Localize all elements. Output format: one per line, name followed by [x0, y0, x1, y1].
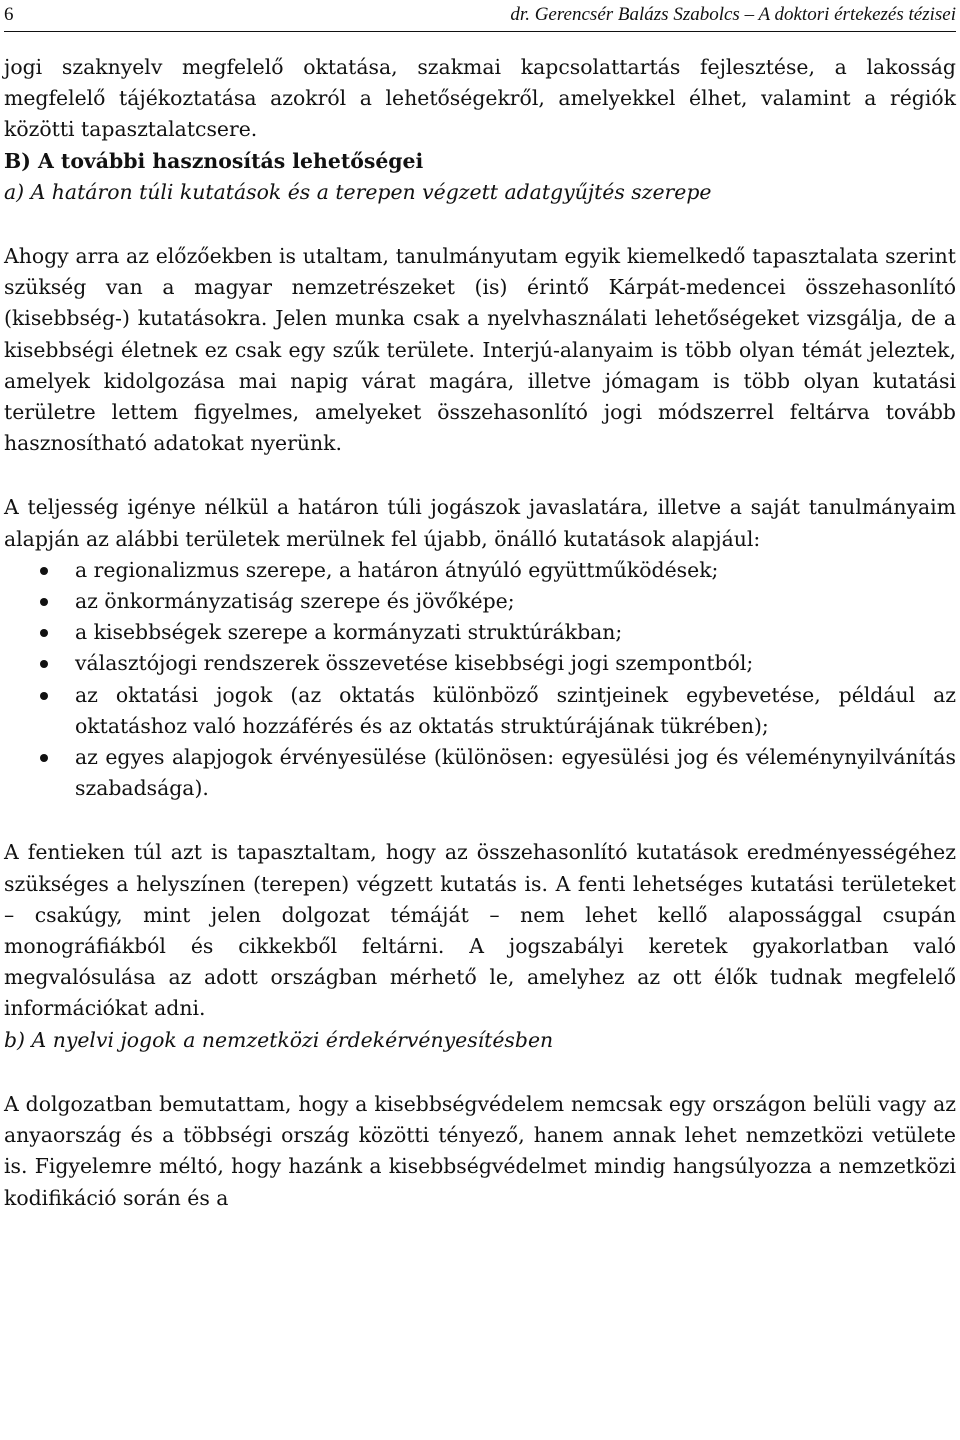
list-item-text: az egyes alapjogok érvényesülése (különösen: egyesülési jog és véleménynyilvánítás szabadsága). — [75, 745, 956, 801]
section-heading: B) A további hasznosítás lehetőségei — [4, 148, 424, 173]
list-item-text: a regionalizmus szerepe, a határon átnyúló együttműködések; — [75, 557, 719, 582]
list-item — [4, 617, 956, 648]
subsection-heading: b) A nyelvi jogok a nemzetközi érdekérvényesítésben — [4, 1027, 554, 1052]
bullet-icon — [40, 692, 48, 700]
list-item-text: választójogi rendszerek összevetése kisebbségi jogi szempontból; — [75, 651, 754, 676]
list-item-text: az oktatási jogok (az oktatás különböző szintjeinek egybevetése, például az oktatáshoz való hozzáférés és az oktatás struktúrájának tükrében); — [75, 682, 956, 738]
document-body — [4, 52, 956, 1214]
list-item — [4, 648, 956, 679]
list-item — [4, 586, 956, 617]
list-item-text: a kisebbségek szerepe a kormányzati struktúrákban; — [75, 620, 623, 645]
body-paragraph: A fentieken túl azt is tapasztaltam, hogy az összehasonlító kutatások eredményességéhez szükséges a helyszínen (terepen) végzett kutatás is. A fenti lehetséges kutatási területeket – csakúgy, mint jelen dolgozat témáját – nem lehet kellő alapossággal csupán monográfiákból és cikkekből feltárni. A jogszabályi keretek gyakorlatban való megvalósulása az adott országban mérhető le, amelyhez az ott élők tudnak megfelelő információkat adni. — [4, 840, 956, 1021]
body-paragraph: Ahogy arra az előzőekben is utaltam, tanulmányutam egyik kiemelkedő tapasztalata szerint szükség van a magyar nemzetrészeket (is) érintő Kárpát-medencei összehasonlító (kisebbség-) kutatásokra. Jelen munka csak a nyelvhasználati lehetőségeket vizsgálja, de a kisebbségi életnek ez csak egy szűk területe. Interjú-alanyaim is több olyan témát jeleztek, amelyek kidolgozása mai napig várat magára, illetve jómagam is több olyan kutatási területre lettem figyelmes, amelyeket összehasonlító jogi módszerrel feltárva tovább hasznosítható adatokat nyerünk. — [4, 244, 956, 456]
body-paragraph: A teljesség igénye nélkül a határon túli jogászok javaslatára, illetve a saját tanulmányaim alapján az alábbi területek merülnek fel újabb, önálló kutatások alapjául: — [4, 495, 956, 551]
list-item — [4, 680, 956, 742]
bullet-icon — [40, 660, 48, 668]
body-paragraph: A dolgozatban bemutattam, hogy a kisebbségvédelem nemcsak egy országon belüli vagy az anyaország és a többségi ország közötti tényező, hanem annak lehet nemzetközi vetülete is. Figyelemre méltó, hogy hazánk a kisebbségvédelmet mindig hangsúlyozza a nemzetközi kodifikáció során és a — [4, 1091, 956, 1210]
intro-paragraph: jogi szaknyelv megfelelő oktatása, szakmai kapcsolattartás fejlesztése, a lakosság megfelelő tájékoztatása azokról a lehetőségekről, amelyekkel élhet, valamint a régiók közötti tapasztalatcsere. — [4, 55, 956, 142]
bullet-icon — [40, 754, 48, 762]
list-item — [4, 742, 956, 804]
running-title: dr. Gerencsér Balázs Szabolcs – A doktori értekezés tézisei — [510, 4, 956, 25]
list-item — [4, 555, 956, 586]
page-number: 6 — [4, 4, 14, 25]
list-item-text: az önkormányzatiság szerepe és jövőképe; — [75, 589, 515, 614]
bullet-icon — [40, 629, 48, 637]
bullet-icon — [40, 598, 48, 606]
bullet-icon — [40, 567, 48, 575]
header-rule — [4, 31, 956, 32]
research-areas-list — [4, 555, 956, 805]
page-header — [4, 4, 956, 26]
subsection-heading: a) A határon túli kutatások és a terepen végzett adatgyűjtés szerepe — [4, 179, 712, 204]
